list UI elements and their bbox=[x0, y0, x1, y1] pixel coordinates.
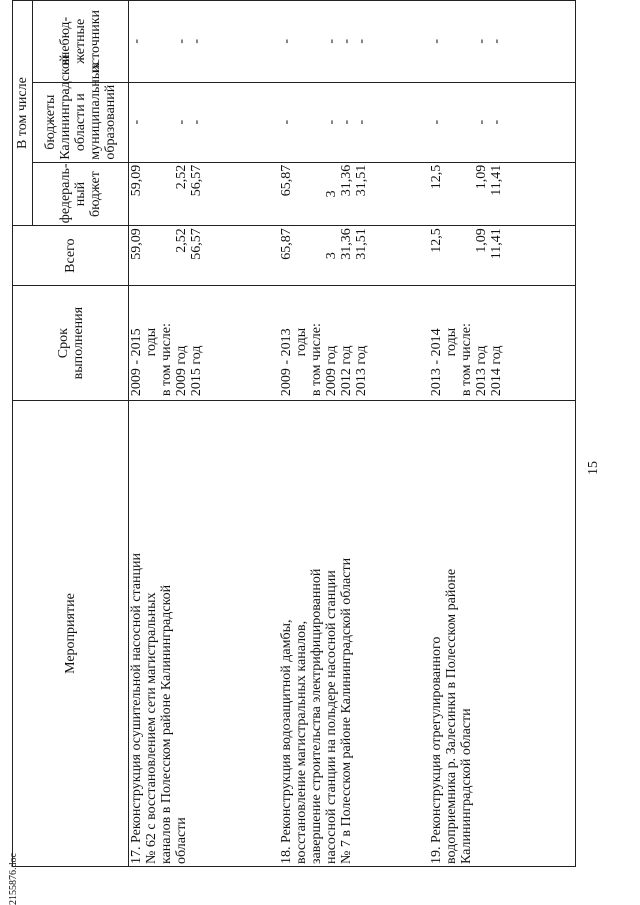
event-cell: 17. Реконструкция осушительной насосной станции № 62 с восстановлением сети магистральных каналов в Полесском районе Калининградской области bbox=[129, 401, 279, 867]
total-cell: 59,09 2,52 56,57 bbox=[129, 226, 279, 286]
extra-cell: - - - - bbox=[279, 1, 429, 83]
regional-cell: - - - bbox=[429, 82, 576, 162]
header-total: Всего bbox=[13, 226, 129, 286]
table-row bbox=[429, 1, 576, 867]
total-cell: 65,87 3 31,36 31,51 bbox=[279, 226, 429, 286]
extra-cell: - - - bbox=[429, 1, 576, 83]
table-row bbox=[129, 1, 279, 867]
regional-cell: - - - bbox=[129, 82, 279, 162]
federal-cell: 59,09 2,52 56,57 bbox=[129, 162, 279, 225]
federal-cell: 65,87 3 31,36 31,51 bbox=[279, 162, 429, 225]
federal-cell: 12,5 1,09 11,41 bbox=[429, 162, 576, 225]
header-federal: федераль- ный бюджет bbox=[33, 162, 129, 225]
extra-cell: - - - bbox=[129, 1, 279, 83]
measures-table bbox=[12, 0, 576, 867]
event-cell: 18. Реконструкция водозащитной дамбы, восстановление магистральных каналов, завершение строительства электрифицированной насосной станции на польдере насосной станции № 7 в Полесском районе Калининградской области bbox=[279, 401, 429, 867]
period-cell: 2013 - 2014 годы в том числе: 2013 год 2014 год bbox=[429, 286, 576, 401]
table-row bbox=[279, 1, 429, 867]
header-event: Мероприятие bbox=[13, 401, 129, 867]
period-cell: 2009 - 2013 годы в том числе: 2009 год 2012 год 2013 год bbox=[279, 286, 429, 401]
header-regional: бюджеты Калининградской области и муниципальных образований bbox=[33, 82, 129, 162]
file-reference: 2155876.doc bbox=[8, 853, 19, 905]
regional-cell: - - - - bbox=[279, 82, 429, 162]
period-cell: 2009 - 2015 годы в том числе: 2009 год 2015 год bbox=[129, 286, 279, 401]
event-cell: 19. Реконструкция отрегулированного водоприемника р. Залесинки в Полесском районе Калининградской области bbox=[429, 401, 576, 867]
header-extra: внебюд- жетные источники bbox=[33, 1, 129, 83]
header-period: Срок выполнения bbox=[13, 286, 129, 401]
page-number: 15 bbox=[586, 461, 601, 475]
total-cell: 12,5 1,09 11,41 bbox=[429, 226, 576, 286]
header-including: В том числе bbox=[13, 1, 33, 226]
